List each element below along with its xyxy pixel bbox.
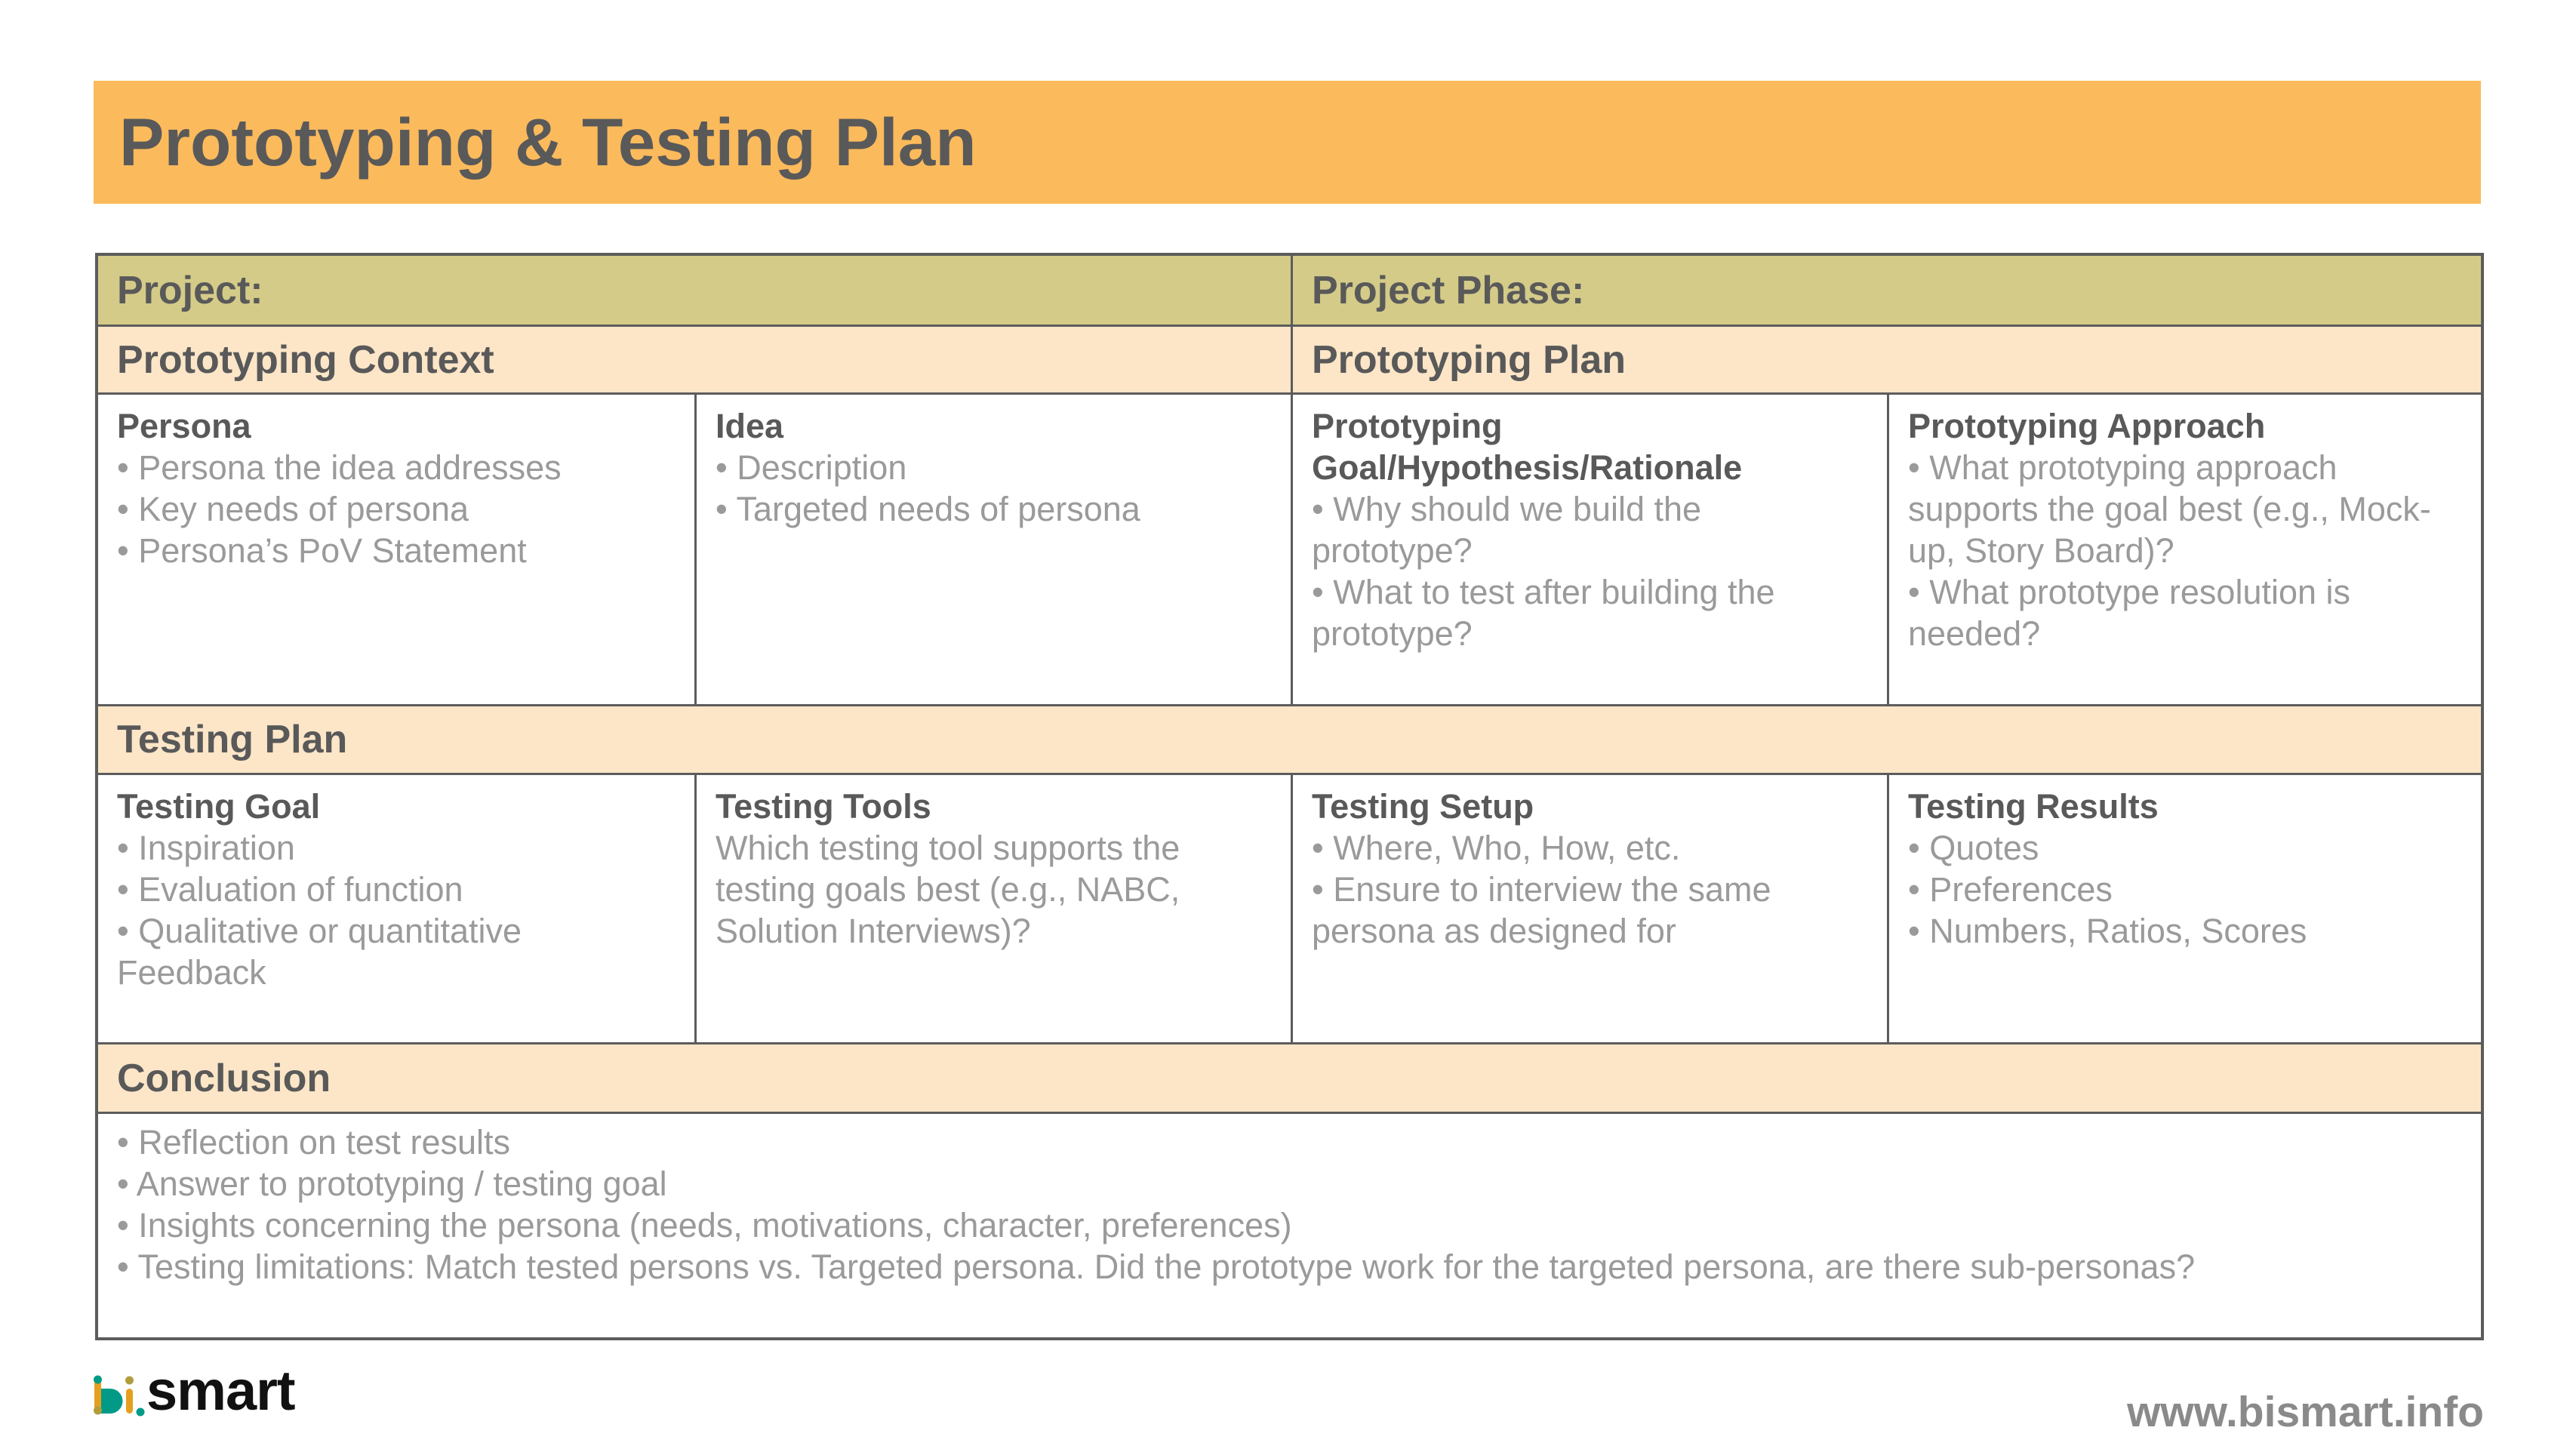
conclusion-cell [98,1114,2481,1337]
testing-goal-line: • Evaluation of function [117,870,463,909]
section-prototyping-plan: Prototyping Plan [1291,327,2481,392]
testing-results-line: • Quotes [1908,829,2039,867]
bismart-logo [92,1359,303,1423]
testing-goal-line: Feedback [117,953,266,992]
conclusion-line: • Insights concerning the persona (needs, motivations, character, preferences) [117,1206,1292,1244]
testing-setup-line: persona as designed for [1312,912,1676,950]
testing-goal-line: • Qualitative or quantitative [117,912,522,950]
testing-goal-title: Testing Goal [117,787,321,826]
prototyping-goal-title: Prototyping [1312,407,1503,445]
section-conclusion: Conclusion [117,1056,331,1100]
idea-cell [694,395,1291,704]
persona-line: • Persona the idea addresses [117,448,562,487]
testing-tools-line: Which testing tool supports the [716,829,1180,867]
prototyping-goal-cell [1291,395,1887,704]
plan-table [95,253,2484,1340]
prototyping-goal-line: prototype? [1312,531,1473,570]
conclusion-line: • Answer to prototyping / testing goal [117,1164,667,1203]
testing-tools-line: testing goals best (e.g., NABC, [716,870,1180,909]
title-banner [94,81,2481,204]
prototyping-approach-cell [1887,395,2481,704]
testing-tools-cell [694,775,1291,1042]
testing-setup-line: • Ensure to interview the same [1312,870,1771,909]
prototyping-approach-line: supports the goal best (e.g., Mock- [1908,490,2431,528]
bismart-logo-mark-icon [92,1370,146,1423]
persona-cell [98,395,694,704]
testing-results-line: • Numbers, Ratios, Scores [1908,912,2307,950]
idea-title: Idea [716,407,784,445]
testing-goal-line: • Inspiration [117,829,295,867]
testing-section-row [98,704,2481,773]
idea-line: • Targeted needs of persona [716,490,1140,528]
page-title: Prototyping & Testing Plan [119,104,977,180]
section-prototyping-context: Prototyping Context [117,337,494,382]
testing-setup-title: Testing Setup [1312,787,1534,826]
prototyping-approach-line: up, Story Board)? [1908,531,2174,570]
persona-line: • Key needs of persona [117,490,469,528]
logo-wordmark: smart [146,1359,295,1422]
conclusion-line: • Testing limitations: Match tested persons vs. Targeted persona. Did the prototype work for the targeted persona, are there sub-personas? [117,1247,2196,1286]
testing-setup-cell [1291,775,1887,1042]
prototyping-approach-line: • What prototype resolution is [1908,573,2351,611]
idea-line: • Description [716,448,907,487]
testing-content-row [98,773,2481,1042]
prototyping-approach-line: needed? [1908,614,2041,653]
section-testing-plan: Testing Plan [117,718,348,761]
testing-results-title: Testing Results [1908,787,2159,826]
prototyping-content-row [98,392,2481,704]
testing-results-line: • Preferences [1908,870,2113,909]
conclusion-line: • Reflection on test results [117,1123,510,1161]
prototyping-goal-line: • Why should we build the [1312,490,1702,528]
testing-tools-line: Solution Interviews)? [716,912,1031,950]
prototyping-approach-line: • What prototyping approach [1908,448,2337,487]
prototyping-goal-title: Goal/Hypothesis/Rationale [1312,448,1743,487]
persona-line: • Persona’s PoV Statement [117,531,527,570]
testing-goal-cell [98,775,694,1042]
project-row [98,256,2481,325]
testing-setup-line: • Where, Who, How, etc. [1312,829,1681,867]
prototyping-approach-title: Prototyping Approach [1908,407,2266,445]
testing-results-cell [1887,775,2481,1042]
conclusion-content-row [98,1112,2481,1337]
website-url: www.bismart.info [2127,1388,2484,1436]
prototyping-section-row [98,325,2481,392]
persona-title: Persona [117,407,251,445]
project-label: Project: [117,268,263,312]
prototyping-goal-line: prototype? [1312,614,1473,653]
conclusion-section-row [98,1042,2481,1112]
testing-tools-title: Testing Tools [716,787,931,826]
prototyping-goal-line: • What to test after building the [1312,573,1775,611]
project-phase-label: Project Phase: [1291,256,2481,325]
